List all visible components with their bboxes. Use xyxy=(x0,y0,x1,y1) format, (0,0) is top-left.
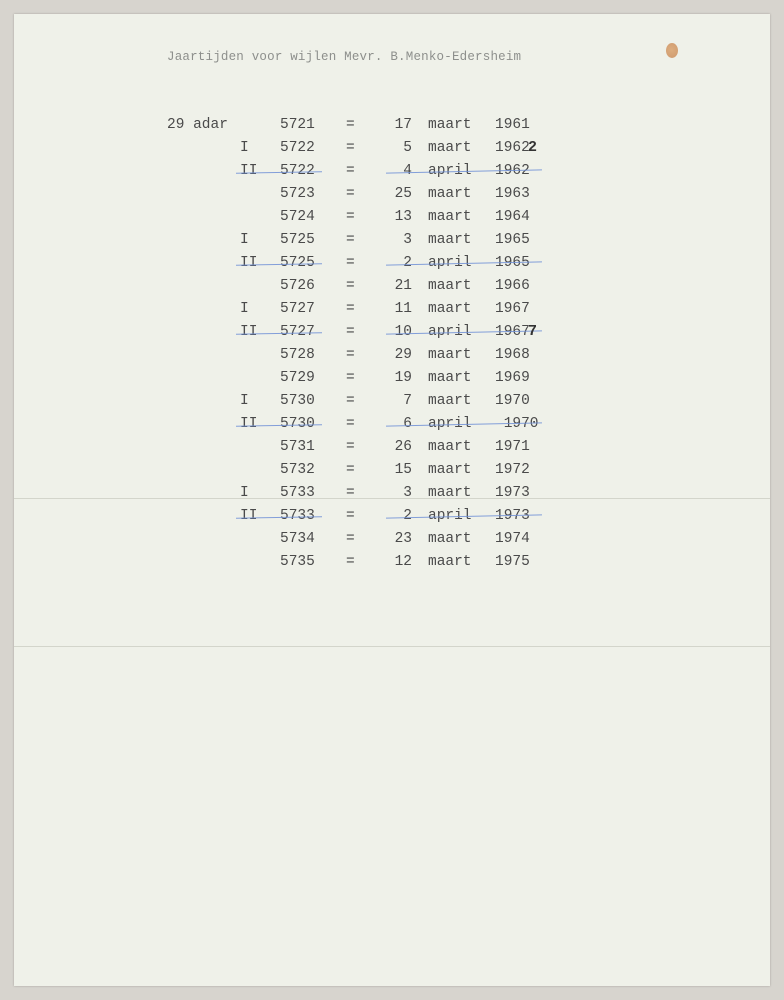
month-name: maart xyxy=(428,209,472,225)
table-row xyxy=(14,436,770,458)
stain-mark xyxy=(666,43,678,58)
equals-sign: = xyxy=(346,255,355,271)
day-number: 23 xyxy=(394,531,412,547)
hebrew-year: 5732 xyxy=(280,462,315,478)
table-row xyxy=(14,275,770,297)
month-index: II xyxy=(240,508,258,524)
equals-sign: = xyxy=(346,416,355,432)
hebrew-year: 5723 xyxy=(280,186,315,202)
equals-sign: = xyxy=(346,370,355,386)
gregorian-year: 1975 xyxy=(495,554,530,570)
equals-sign: = xyxy=(346,462,355,478)
gregorian-year: 1973 xyxy=(495,485,530,501)
gregorian-year: 1974 xyxy=(495,531,530,547)
gregorian-year: 1969 xyxy=(495,370,530,386)
equals-sign: = xyxy=(346,163,355,179)
hebrew-year: 5726 xyxy=(280,278,315,294)
equals-sign: = xyxy=(346,186,355,202)
table-row xyxy=(14,298,770,320)
day-number: 21 xyxy=(394,278,412,294)
gregorian-year: 1966 xyxy=(495,278,530,294)
fold-line xyxy=(14,646,770,647)
day-number: 2 xyxy=(403,255,412,271)
day-number: 29 xyxy=(394,347,412,363)
gregorian-year: 1967 xyxy=(495,324,530,340)
hebrew-year: 5735 xyxy=(280,554,315,570)
gregorian-year: 1968 xyxy=(495,347,530,363)
month-index: I xyxy=(240,393,249,409)
gregorian-year: 1965 xyxy=(495,255,530,271)
gregorian-year: 1967 xyxy=(495,301,530,317)
table-row xyxy=(14,229,770,251)
equals-sign: = xyxy=(346,485,355,501)
month-name: maart xyxy=(428,140,472,156)
day-number: 17 xyxy=(394,117,412,133)
hebrew-year: 5733 xyxy=(280,508,315,524)
gregorian-year: 1973 xyxy=(495,508,530,524)
month-name: maart xyxy=(428,531,472,547)
hebrew-year: 5730 xyxy=(280,416,315,432)
table-row xyxy=(14,114,770,136)
label-first: 29 adar xyxy=(167,117,228,133)
document-heading: Jaartijden voor wijlen Mevr. B.Menko-Edersheim xyxy=(167,50,522,64)
day-number: 19 xyxy=(394,370,412,386)
month-name: maart xyxy=(428,278,472,294)
month-name: april xyxy=(428,163,472,179)
day-number: 5 xyxy=(403,140,412,156)
table-row-struck xyxy=(14,505,770,527)
hebrew-year: 5727 xyxy=(280,301,315,317)
hebrew-year: 5725 xyxy=(280,232,315,248)
gregorian-year: 1964 xyxy=(495,209,530,225)
equals-sign: = xyxy=(346,508,355,524)
month-name: april xyxy=(428,255,472,271)
day-number: 15 xyxy=(394,462,412,478)
handwritten-correction: 2 xyxy=(528,139,538,156)
equals-sign: = xyxy=(346,278,355,294)
table-row-struck xyxy=(14,321,770,343)
equals-sign: = xyxy=(346,117,355,133)
day-number: 13 xyxy=(394,209,412,225)
month-name: april xyxy=(428,324,472,340)
table-row xyxy=(14,137,770,159)
hebrew-year: 5721 xyxy=(280,117,315,133)
hebrew-year: 5722 xyxy=(280,163,315,179)
hebrew-year: 5734 xyxy=(280,531,315,547)
table-row xyxy=(14,482,770,504)
gregorian-year: 1971 xyxy=(495,439,530,455)
month-index: II xyxy=(240,416,258,432)
month-index: I xyxy=(240,232,249,248)
day-number: 2 xyxy=(403,508,412,524)
document-sheet xyxy=(14,14,770,986)
month-name: maart xyxy=(428,232,472,248)
gregorian-year: 1970 xyxy=(495,416,539,432)
equals-sign: = xyxy=(346,393,355,409)
day-number: 3 xyxy=(403,485,412,501)
equals-sign: = xyxy=(346,232,355,248)
month-index: II xyxy=(240,324,258,340)
hebrew-year: 5729 xyxy=(280,370,315,386)
gregorian-year: 1963 xyxy=(495,186,530,202)
month-name: maart xyxy=(428,554,472,570)
table-row xyxy=(14,344,770,366)
hebrew-year: 5725 xyxy=(280,255,315,271)
month-name: maart xyxy=(428,485,472,501)
month-name: maart xyxy=(428,439,472,455)
equals-sign: = xyxy=(346,301,355,317)
equals-sign: = xyxy=(346,554,355,570)
day-number: 4 xyxy=(403,163,412,179)
month-name: maart xyxy=(428,301,472,317)
gregorian-year: 1962 xyxy=(495,140,530,156)
table-row xyxy=(14,206,770,228)
month-index: I xyxy=(240,485,249,501)
hebrew-year: 5733 xyxy=(280,485,315,501)
gregorian-year: 1961 xyxy=(495,117,530,133)
table-row xyxy=(14,183,770,205)
day-number: 6 xyxy=(403,416,412,432)
month-name: april xyxy=(428,508,472,524)
gregorian-year: 1972 xyxy=(495,462,530,478)
equals-sign: = xyxy=(346,347,355,363)
month-name: maart xyxy=(428,370,472,386)
month-index: I xyxy=(240,140,249,156)
hebrew-year: 5724 xyxy=(280,209,315,225)
table-row xyxy=(14,390,770,412)
month-index: II xyxy=(240,163,258,179)
month-index: I xyxy=(240,301,249,317)
equals-sign: = xyxy=(346,439,355,455)
equals-sign: = xyxy=(346,324,355,340)
table-row xyxy=(14,551,770,573)
month-name: april xyxy=(428,416,472,432)
table-row-struck xyxy=(14,413,770,435)
day-number: 26 xyxy=(394,439,412,455)
gregorian-year: 1965 xyxy=(495,232,530,248)
month-index: II xyxy=(240,255,258,271)
gregorian-year: 1970 xyxy=(495,393,530,409)
table-row-struck xyxy=(14,252,770,274)
hebrew-year: 5731 xyxy=(280,439,315,455)
month-name: maart xyxy=(428,186,472,202)
day-number: 10 xyxy=(394,324,412,340)
hebrew-year: 5728 xyxy=(280,347,315,363)
equals-sign: = xyxy=(346,209,355,225)
month-name: maart xyxy=(428,117,472,133)
day-number: 7 xyxy=(403,393,412,409)
hebrew-year: 5727 xyxy=(280,324,315,340)
hebrew-year: 5730 xyxy=(280,393,315,409)
day-number: 3 xyxy=(403,232,412,248)
table-row xyxy=(14,459,770,481)
month-name: maart xyxy=(428,347,472,363)
month-name: maart xyxy=(428,462,472,478)
day-number: 11 xyxy=(394,301,412,317)
table-row-struck xyxy=(14,160,770,182)
equals-sign: = xyxy=(346,531,355,547)
month-name: maart xyxy=(428,393,472,409)
table-row xyxy=(14,528,770,550)
table-row xyxy=(14,367,770,389)
gregorian-year: 1962 xyxy=(495,163,530,179)
day-number: 12 xyxy=(394,554,412,570)
equals-sign: = xyxy=(346,140,355,156)
hebrew-year: 5722 xyxy=(280,140,315,156)
handwritten-correction: 7 xyxy=(528,323,538,340)
day-number: 25 xyxy=(394,186,412,202)
